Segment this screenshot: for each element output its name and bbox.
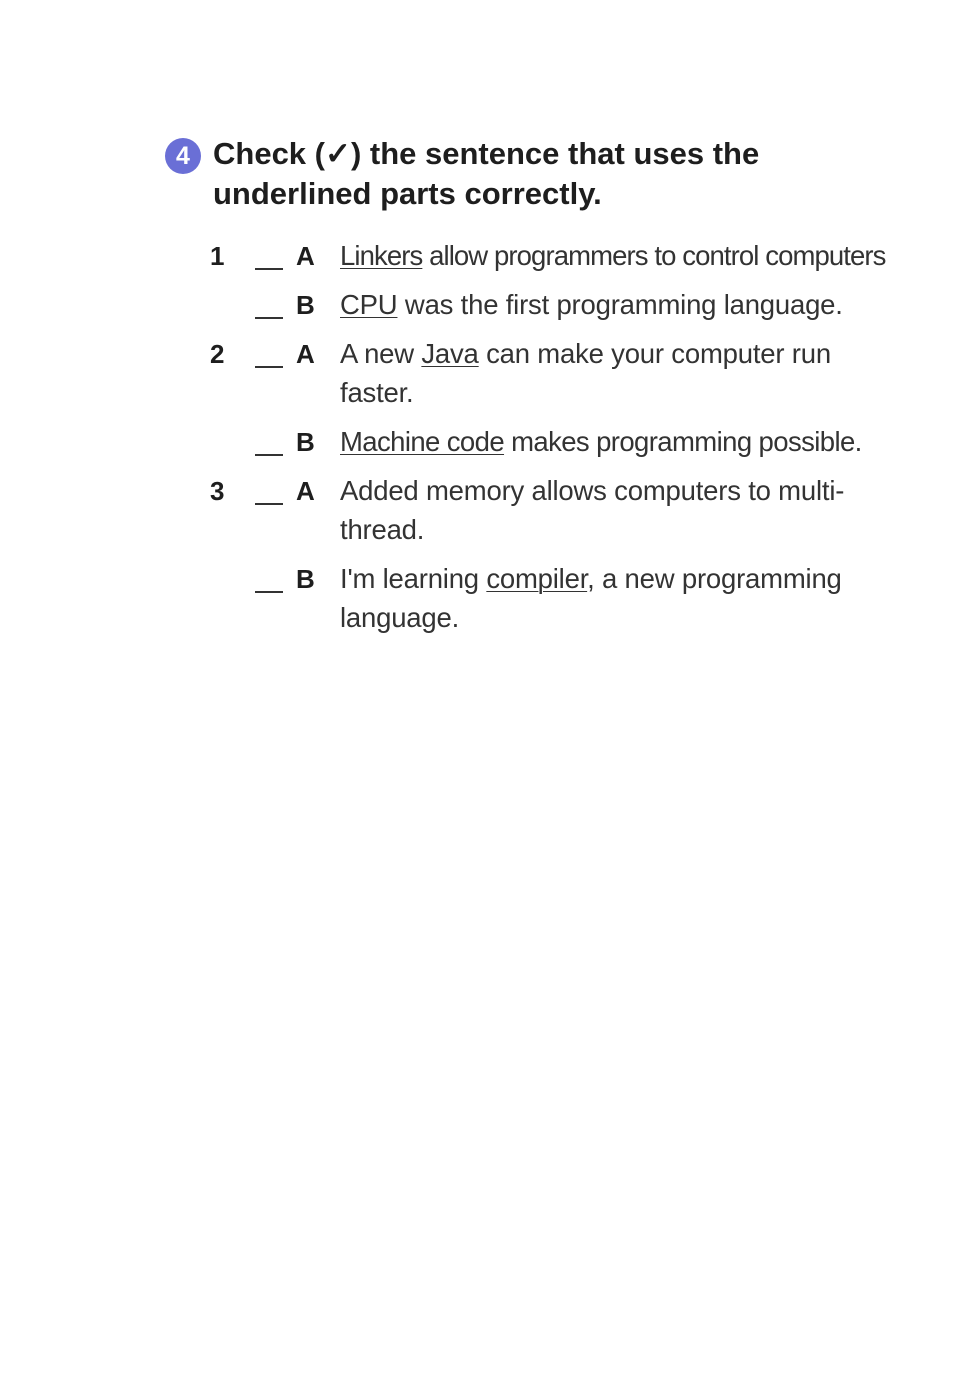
question-list bbox=[210, 236, 970, 647]
sentence-text: A new bbox=[340, 338, 422, 369]
question-number: 1 bbox=[210, 241, 225, 271]
sentence-text: makes programming possible. bbox=[504, 426, 862, 457]
question-1-option-a bbox=[210, 236, 970, 285]
exercise-instruction: Check (✓) the sentence that uses the underlined parts correctly. bbox=[213, 136, 760, 211]
sentence-text: can make your computer run faster. bbox=[340, 338, 831, 408]
option-sentence bbox=[340, 236, 978, 275]
question-3-option-a bbox=[210, 471, 970, 559]
sentence-text: allow programmers to control computers bbox=[422, 240, 886, 271]
option-sentence bbox=[340, 559, 900, 637]
underlined-term: Added memory bbox=[340, 475, 525, 506]
underlined-term: Java bbox=[421, 338, 479, 369]
sentence-text: , a new programming language. bbox=[340, 563, 842, 633]
option-sentence bbox=[340, 422, 940, 461]
exercise-heading bbox=[165, 134, 853, 214]
answer-blank[interactable] bbox=[255, 454, 283, 456]
answer-blank[interactable] bbox=[255, 317, 283, 319]
underlined-term: CPU bbox=[340, 289, 398, 320]
option-sentence bbox=[340, 334, 900, 412]
option-letter: B bbox=[296, 564, 315, 594]
question-2-option-b bbox=[210, 422, 970, 471]
option-letter: A bbox=[296, 476, 315, 506]
exercise bbox=[165, 134, 965, 633]
question-3-option-b bbox=[210, 559, 970, 647]
option-letter: B bbox=[296, 427, 315, 457]
underlined-term: Linkers bbox=[340, 240, 423, 271]
answer-blank[interactable] bbox=[255, 591, 283, 593]
option-letter: A bbox=[296, 339, 315, 369]
underlined-term: compiler bbox=[486, 563, 588, 594]
underlined-term: Machine code bbox=[340, 426, 505, 457]
sentence-text: I'm learning bbox=[340, 563, 487, 594]
answer-blank[interactable] bbox=[255, 503, 283, 505]
question-2-option-a bbox=[210, 334, 970, 422]
question-number: 2 bbox=[210, 339, 225, 369]
option-letter: A bbox=[296, 241, 315, 271]
answer-blank[interactable] bbox=[255, 268, 283, 270]
option-letter: B bbox=[296, 290, 315, 320]
question-1-option-b bbox=[210, 285, 970, 334]
option-sentence bbox=[340, 285, 940, 324]
answer-blank[interactable] bbox=[255, 366, 283, 368]
exercise-number-badge: 4 bbox=[165, 138, 201, 174]
question-number: 3 bbox=[210, 476, 225, 506]
option-sentence bbox=[340, 471, 915, 549]
sentence-text: was the first programming language. bbox=[397, 289, 843, 320]
sentence-text: allows computers to multi-thread. bbox=[340, 475, 845, 545]
